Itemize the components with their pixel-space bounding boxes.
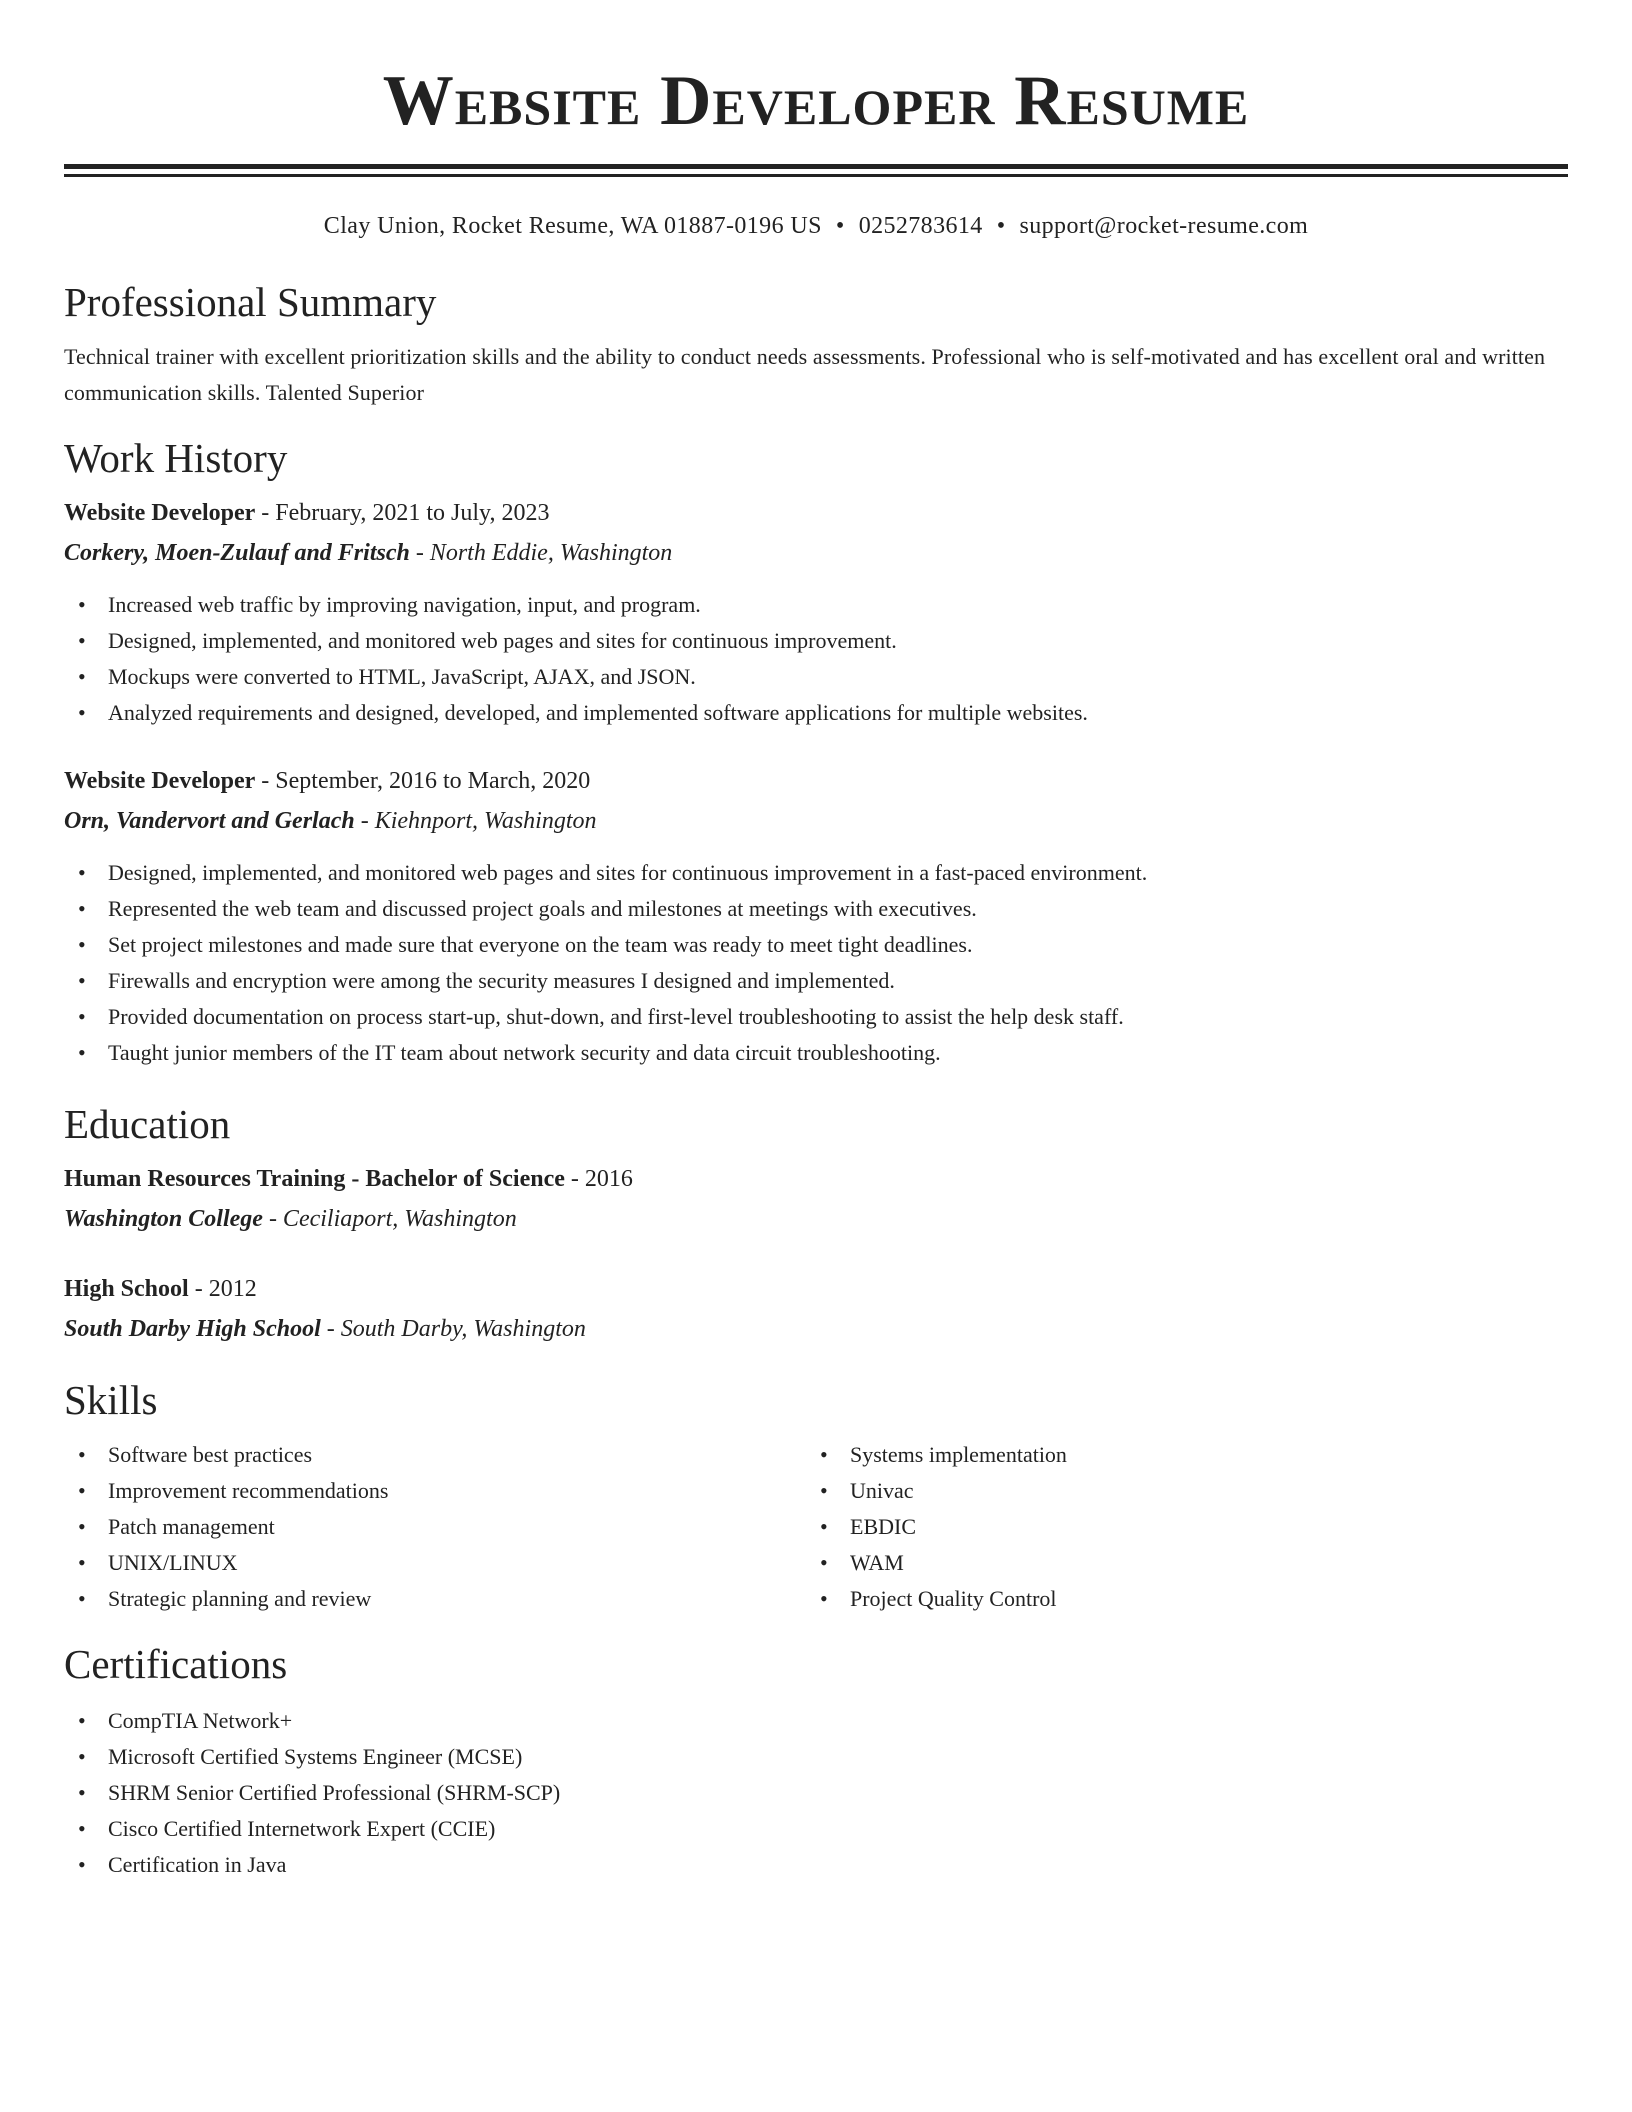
skill-item: • Univac (806, 1473, 1548, 1509)
education-year: - 2016 (564, 1166, 633, 1192)
job-header (64, 763, 1568, 799)
education-location: - Ceciliaport, Washington (262, 1206, 517, 1232)
contact-address: Clay Union, Rocket Resume, WA 01887-0196 US (323, 213, 822, 239)
list-item: • Firewalls and encryption were among the security measures I designed and implemented. (64, 963, 1568, 999)
list-item: • Designed, implemented, and monitored web pages and sites for continuous improvement. (64, 623, 1568, 659)
certification-item: • Cisco Certified Internetwork Expert (CCIE) (64, 1811, 1568, 1847)
job-header (64, 495, 1568, 531)
job-bullet-list (64, 587, 1568, 731)
certification-item: • Microsoft Certified Systems Engineer (MCSE) (64, 1739, 1568, 1775)
skill-item: • UNIX/LINUX (64, 1545, 806, 1581)
education-school: South Darby High School (64, 1316, 321, 1342)
education-year: - 2012 (188, 1276, 257, 1302)
job-dates: - September, 2016 to March, 2020 (255, 768, 591, 794)
certification-item: • Certification in Java (64, 1847, 1568, 1883)
contact-line (64, 211, 1568, 241)
education-entry (64, 1161, 1568, 1237)
list-item: • Provided documentation on process start-up, shut-down, and first-level troubleshooting to assist the help desk staff. (64, 999, 1568, 1035)
job-entry (64, 495, 1568, 731)
education-school: Washington College (64, 1206, 263, 1232)
job-bullet-list (64, 855, 1568, 1071)
skill-item: • Software best practices (64, 1437, 806, 1473)
contact-email[interactable]: support@rocket-resume.com (1019, 213, 1309, 239)
skill-item: • WAM (806, 1545, 1548, 1581)
education-entry (64, 1271, 1568, 1347)
section-heading-education: Education (64, 1101, 231, 1147)
job-location: - North Eddie, Washington (409, 540, 673, 566)
list-item: • Taught junior members of the IT team about network security and data circuit troubleshooting. (64, 1035, 1568, 1071)
list-item: • Represented the web team and discussed project goals and milestones at meetings with executives. (64, 891, 1568, 927)
education-degree: High School (64, 1276, 189, 1302)
skill-item: • Strategic planning and review (64, 1581, 806, 1617)
education-header (64, 1161, 1568, 1197)
section-heading-certifications: Certifications (64, 1641, 288, 1687)
certification-item: • CompTIA Network+ (64, 1703, 1568, 1739)
section-heading-work-history: Work History (64, 435, 288, 481)
job-dates: - February, 2021 to July, 2023 (255, 500, 550, 526)
section-heading-summary: Professional Summary (64, 279, 437, 325)
job-title: Website Developer (64, 768, 256, 794)
skills-grid (64, 1437, 1568, 1617)
skills-column-right (806, 1437, 1548, 1617)
list-item: • Set project milestones and made sure that everyone on the team was ready to meet tight deadlines. (64, 927, 1568, 963)
resume-title: Website Developer Resume (382, 62, 1250, 140)
skill-item: • Improvement recommendations (64, 1473, 806, 1509)
certification-item: • SHRM Senior Certified Professional (SHRM-SCP) (64, 1775, 1568, 1811)
job-entry (64, 763, 1568, 1071)
list-item: • Mockups were converted to HTML, JavaScript, AJAX, and JSON. (64, 659, 1568, 695)
title-divider-thick (64, 164, 1568, 169)
list-item: • Designed, implemented, and monitored web pages and sites for continuous improvement in a fast-paced environment. (64, 855, 1568, 891)
education-institution (64, 1201, 1568, 1237)
education-location: - South Darby, Washington (320, 1316, 586, 1342)
skill-item: • Patch management (64, 1509, 806, 1545)
title-divider-thin (64, 174, 1568, 177)
education-header (64, 1271, 1568, 1307)
certifications-list (64, 1703, 1568, 1883)
skills-column-left (64, 1437, 806, 1617)
list-item: • Analyzed requirements and designed, developed, and implemented software applications for multiple websites. (64, 695, 1568, 731)
job-employer (64, 535, 1568, 571)
contact-phone: 0252783614 (858, 213, 983, 239)
job-company: Orn, Vandervort and Gerlach (64, 808, 355, 834)
skills-list (806, 1437, 1548, 1617)
contact-separator: • (835, 213, 845, 239)
section-heading-skills: Skills (64, 1377, 158, 1423)
skill-item: • EBDIC (806, 1509, 1548, 1545)
skill-item: • Project Quality Control (806, 1581, 1548, 1617)
job-title: Website Developer (64, 500, 256, 526)
job-employer (64, 803, 1568, 839)
job-company: Corkery, Moen-Zulauf and Fritsch (64, 540, 410, 566)
job-location: - Kiehnport, Washington (354, 808, 597, 834)
contact-separator: • (996, 213, 1006, 239)
summary-text: Technical trainer with excellent prioritization skills and the ability to conduct needs assessments. Professional who is self-motivated and has excellent oral and written communication skills. Talented Superior (64, 344, 1546, 405)
education-institution (64, 1311, 1568, 1347)
skill-item: • Systems implementation (806, 1437, 1548, 1473)
skills-list (64, 1437, 806, 1617)
resume-page (64, 0, 1568, 1883)
education-degree: Human Resources Training - Bachelor of Science (64, 1166, 565, 1192)
list-item: • Increased web traffic by improving navigation, input, and program. (64, 587, 1568, 623)
